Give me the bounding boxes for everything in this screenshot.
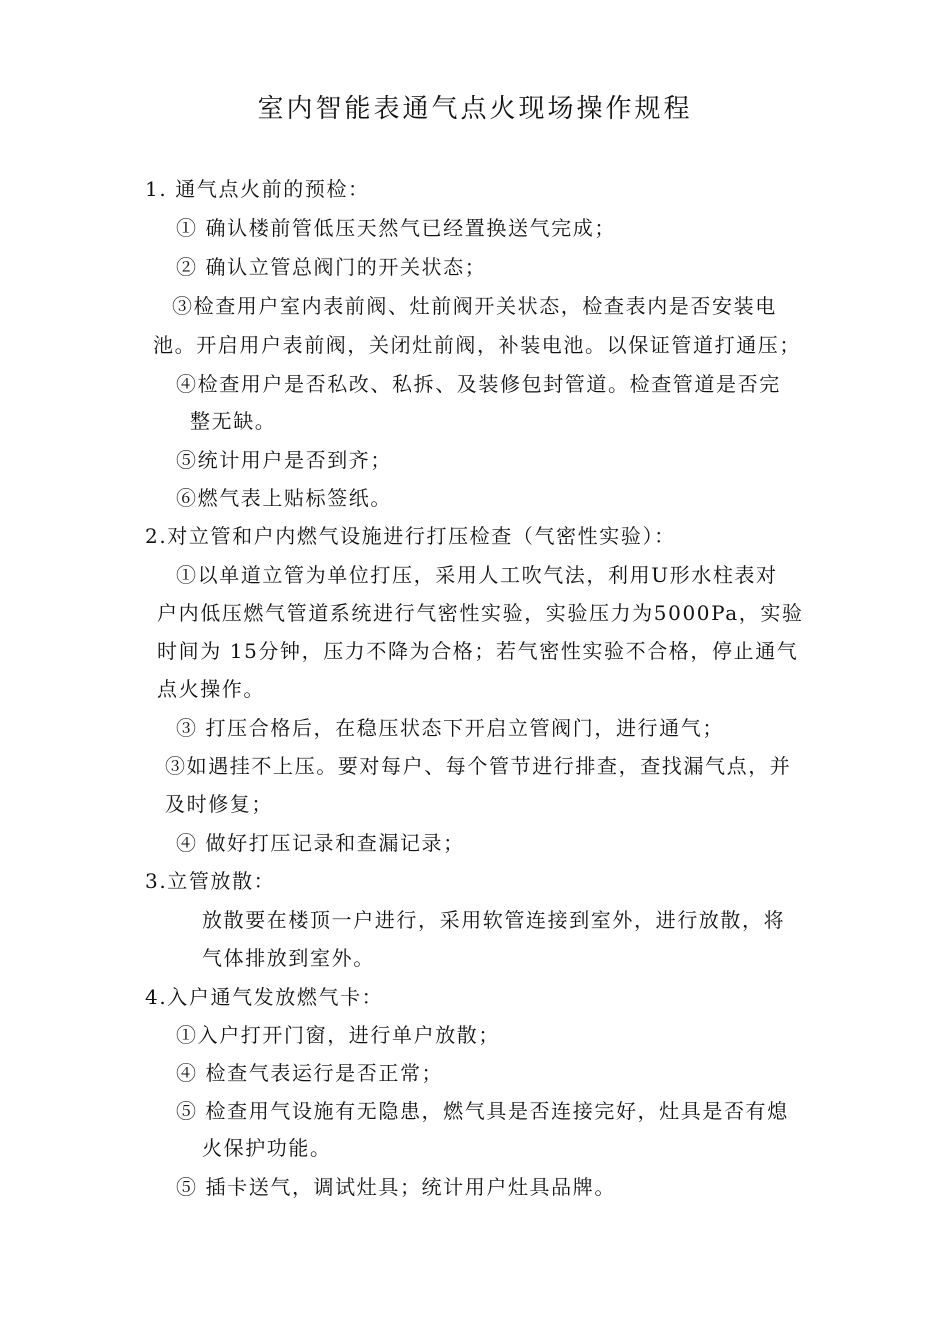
list-item-continuation: 火保护功能。	[202, 1136, 332, 1160]
section-heading-4: 4.入户通气发放燃气卡：	[145, 985, 384, 1009]
paragraph-line: 放散要在楼顶一户进行，采用软管连接到室外，进行放散，将	[202, 908, 786, 932]
list-item: ⑤ 插卡送气，调试灶具；统计用户灶具品牌。	[176, 1175, 616, 1199]
list-item: ③ 打压合格后，在稳压状态下开启立管阀门，进行通气；	[176, 716, 724, 740]
paragraph-line: 气体排放到室外。	[202, 946, 375, 970]
list-item: ⑥燃气表上贴标签纸。	[176, 486, 392, 510]
list-item: ③如遇挂不上压。要对每户、每个管节进行排查，查找漏气点，并	[165, 754, 792, 778]
list-item: ④ 检查气表运行是否正常；	[176, 1061, 444, 1085]
list-item: ①入户打开门窗，进行单户放散；	[176, 1023, 500, 1047]
list-item: ⑤ 检查用气设施有无隐患，燃气具是否连接完好，灶具是否有熄	[176, 1099, 789, 1123]
list-item: ① 确认楼前管低压天然气已经置换送气完成；	[176, 216, 616, 240]
list-item: ④检查用户是否私改、私拆、及装修包封管道。检查管道是否完	[176, 372, 781, 396]
list-item: ④ 做好打压记录和查漏记录；	[176, 831, 465, 855]
list-item: ② 确认立管总阀门的开关状态；	[176, 255, 487, 279]
list-item-continuation: 整无缺。	[190, 409, 277, 433]
section-heading-2: 2.对立管和户内燃气设施进行打压检查（气密性实验）：	[145, 524, 676, 548]
list-item-continuation: 时间为 15分钟，压力不降为合格；若气密性实验不合格，停止通气	[157, 639, 799, 663]
section-heading-1: 1. 通气点火前的预检：	[145, 177, 370, 201]
list-item-continuation: 户内低压燃气管道系统进行气密性实验，实验压力为5000Pa，实验	[157, 601, 804, 625]
list-item: ①以单道立管为单位打压，采用人工吹气法，利用U形水柱表对	[176, 563, 778, 587]
page-title: 室内智能表通气点火现场操作规程	[257, 94, 693, 124]
list-item-continuation: 点火操作。	[157, 677, 265, 701]
list-item: ⑤统计用户是否到齐；	[176, 448, 392, 472]
list-item-continuation: 及时修复；	[165, 792, 273, 816]
section-heading-3: 3.立管放散：	[145, 869, 276, 893]
list-item-continuation: 池。开启用户表前阀，关闭灶前阀，补装电池。以保证管道打通压；	[153, 333, 801, 357]
list-item: ③检查用户室内表前阀、灶前阀开关状态，检查表内是否安装电	[172, 294, 777, 318]
